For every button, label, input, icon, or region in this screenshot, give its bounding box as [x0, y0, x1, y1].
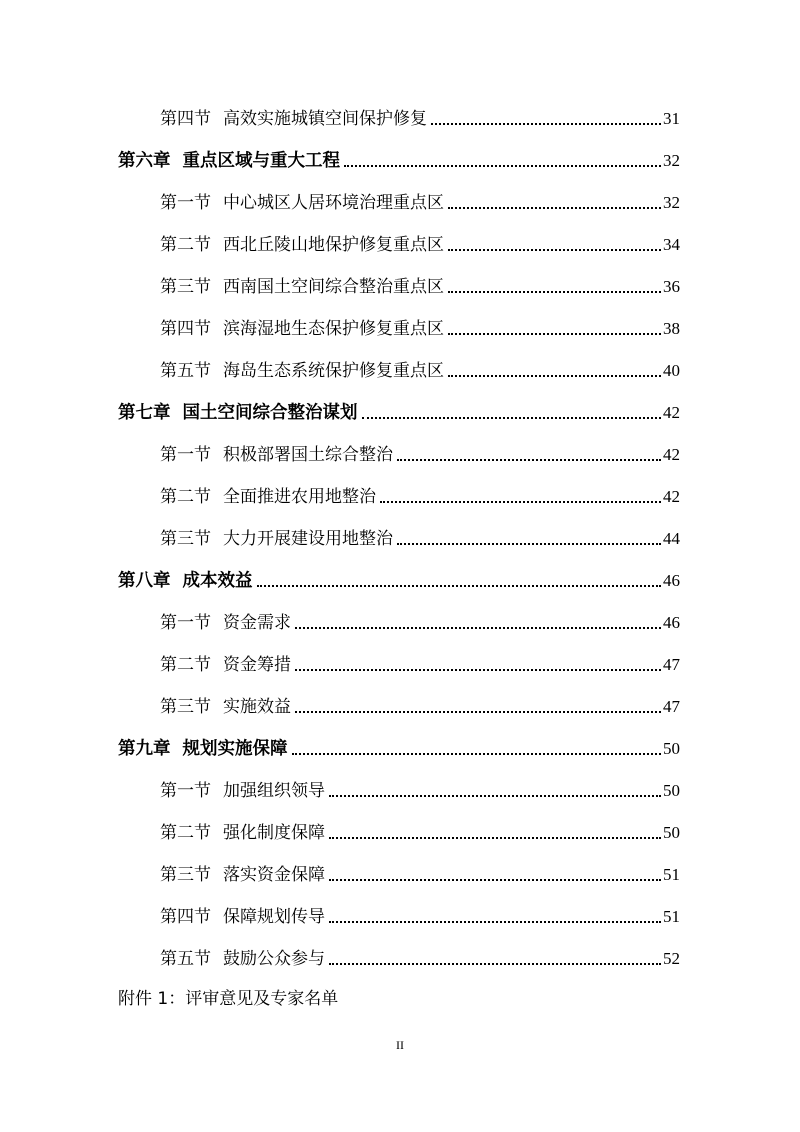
toc-title: 大力开展建设用地整治: [223, 529, 393, 549]
toc-entry[interactable]: [160, 272, 680, 298]
toc-entry[interactable]: [118, 398, 680, 424]
toc-entry[interactable]: [160, 692, 680, 718]
toc-page-number: 47: [663, 697, 680, 716]
toc-entry[interactable]: [160, 314, 680, 340]
toc-page-number: 32: [663, 151, 680, 170]
toc-title: 落实资金保障: [223, 865, 325, 885]
toc-entry[interactable]: [160, 230, 680, 256]
toc-title: 成本效益: [182, 571, 253, 591]
dot-leader: [380, 501, 661, 503]
toc-title: 强化制度保障: [223, 823, 325, 843]
toc-title: 海岛生态系统保护修复重点区: [223, 361, 444, 381]
toc-page-number: 50: [663, 739, 680, 758]
dot-leader: [448, 291, 661, 293]
toc-entry[interactable]: [160, 902, 680, 928]
toc-title: 滨海湿地生态保护修复重点区: [223, 319, 444, 339]
toc-title: 西北丘陵山地保护修复重点区: [223, 235, 444, 255]
toc-title: 鼓励公众参与: [223, 949, 325, 969]
toc-number: 第三节: [160, 865, 211, 885]
toc-entry[interactable]: [160, 608, 680, 634]
toc-entry[interactable]: [160, 188, 680, 214]
toc-number: 第八章: [118, 571, 171, 591]
toc-entry[interactable]: [118, 734, 680, 760]
toc-title: 实施效益: [223, 697, 291, 717]
toc-title: 加强组织领导: [223, 781, 325, 801]
toc-page-number: 40: [663, 361, 680, 380]
toc-page-number: 31: [663, 109, 680, 128]
dot-leader: [329, 795, 661, 797]
dot-leader: [329, 837, 661, 839]
toc-number: 第四节: [160, 109, 211, 129]
toc-page-number: 46: [663, 571, 680, 590]
toc-number: 第一节: [160, 193, 211, 213]
toc-entry[interactable]: [160, 944, 680, 970]
toc-title: 中心城区人居环境治理重点区: [223, 193, 444, 213]
toc-page-number: 38: [663, 319, 680, 338]
toc-number: 第二节: [160, 235, 211, 255]
toc-title: 资金筹措: [223, 655, 291, 675]
dot-leader: [295, 669, 661, 671]
toc-title: 资金需求: [223, 613, 291, 633]
toc-number: 第四节: [160, 907, 211, 927]
dot-leader: [448, 333, 661, 335]
toc-page-number: 32: [663, 193, 680, 212]
toc-number: 第三节: [160, 529, 211, 549]
toc-number: 第三节: [160, 277, 211, 297]
dot-leader: [397, 543, 661, 545]
toc-number: 第二节: [160, 655, 211, 675]
dot-leader: [257, 585, 662, 587]
toc-page-number: 51: [663, 865, 680, 884]
dot-leader: [329, 921, 661, 923]
toc-number: 第三节: [160, 697, 211, 717]
toc-page-number: 42: [663, 403, 680, 422]
toc-number: 第四节: [160, 319, 211, 339]
toc-entry[interactable]: [160, 482, 680, 508]
toc-page-number: 34: [663, 235, 680, 254]
toc-number: 第一节: [160, 781, 211, 801]
toc-entry[interactable]: [160, 440, 680, 466]
toc-title: 西南国土空间综合整治重点区: [223, 277, 444, 297]
appendix-entry[interactable]: 附件 1：评审意见及专家名单: [118, 989, 339, 1009]
toc-title: 重点区域与重大工程: [182, 151, 340, 171]
toc-title: 高效实施城镇空间保护修复: [223, 109, 427, 129]
toc-number: 第七章: [118, 403, 171, 423]
toc-number: 第二节: [160, 823, 211, 843]
dot-leader: [448, 375, 661, 377]
dot-leader: [329, 963, 661, 965]
toc-number: 第一节: [160, 613, 211, 633]
toc-title: 规划实施保障: [182, 739, 288, 759]
dot-leader: [448, 207, 661, 209]
toc-page-number: 46: [663, 613, 680, 632]
dot-leader: [362, 417, 662, 419]
toc-entry[interactable]: [160, 524, 680, 550]
toc-title: 国土空间综合整治谋划: [182, 403, 358, 423]
toc-entry[interactable]: [160, 356, 680, 382]
dot-leader: [295, 711, 661, 713]
dot-leader: [431, 123, 661, 125]
toc-number: 第五节: [160, 949, 211, 969]
dot-leader: [448, 249, 661, 251]
dot-leader: [329, 879, 661, 881]
toc-page-number: 52: [663, 949, 680, 968]
toc-number: 第一节: [160, 445, 211, 465]
toc-page-number: 36: [663, 277, 680, 296]
toc-page-number: 42: [663, 445, 680, 464]
toc-page-number: 50: [663, 823, 680, 842]
dot-leader: [397, 459, 661, 461]
toc-entry[interactable]: [118, 146, 680, 172]
toc-number: 第二节: [160, 487, 211, 507]
page-footer-number: II: [396, 1038, 404, 1052]
toc-entry[interactable]: [160, 104, 680, 130]
dot-leader: [344, 165, 661, 167]
toc-page-number: 42: [663, 487, 680, 506]
toc-page-number: 47: [663, 655, 680, 674]
toc-page-number: 50: [663, 781, 680, 800]
toc-title: 积极部署国土综合整治: [223, 445, 393, 465]
toc-page-number: 44: [663, 529, 680, 548]
dot-leader: [292, 753, 662, 755]
toc-number: 第六章: [118, 151, 171, 171]
toc-entry[interactable]: [160, 776, 680, 802]
toc-title: 保障规划传导: [223, 907, 325, 927]
dot-leader: [295, 627, 661, 629]
toc-entry[interactable]: [160, 650, 680, 676]
toc-page-number: 51: [663, 907, 680, 926]
toc-title: 全面推进农用地整治: [223, 487, 376, 507]
toc-entry[interactable]: [118, 566, 680, 592]
toc-number: 第九章: [118, 739, 171, 759]
toc-entry[interactable]: [160, 818, 680, 844]
toc-number: 第五节: [160, 361, 211, 381]
toc-entry[interactable]: [160, 860, 680, 886]
